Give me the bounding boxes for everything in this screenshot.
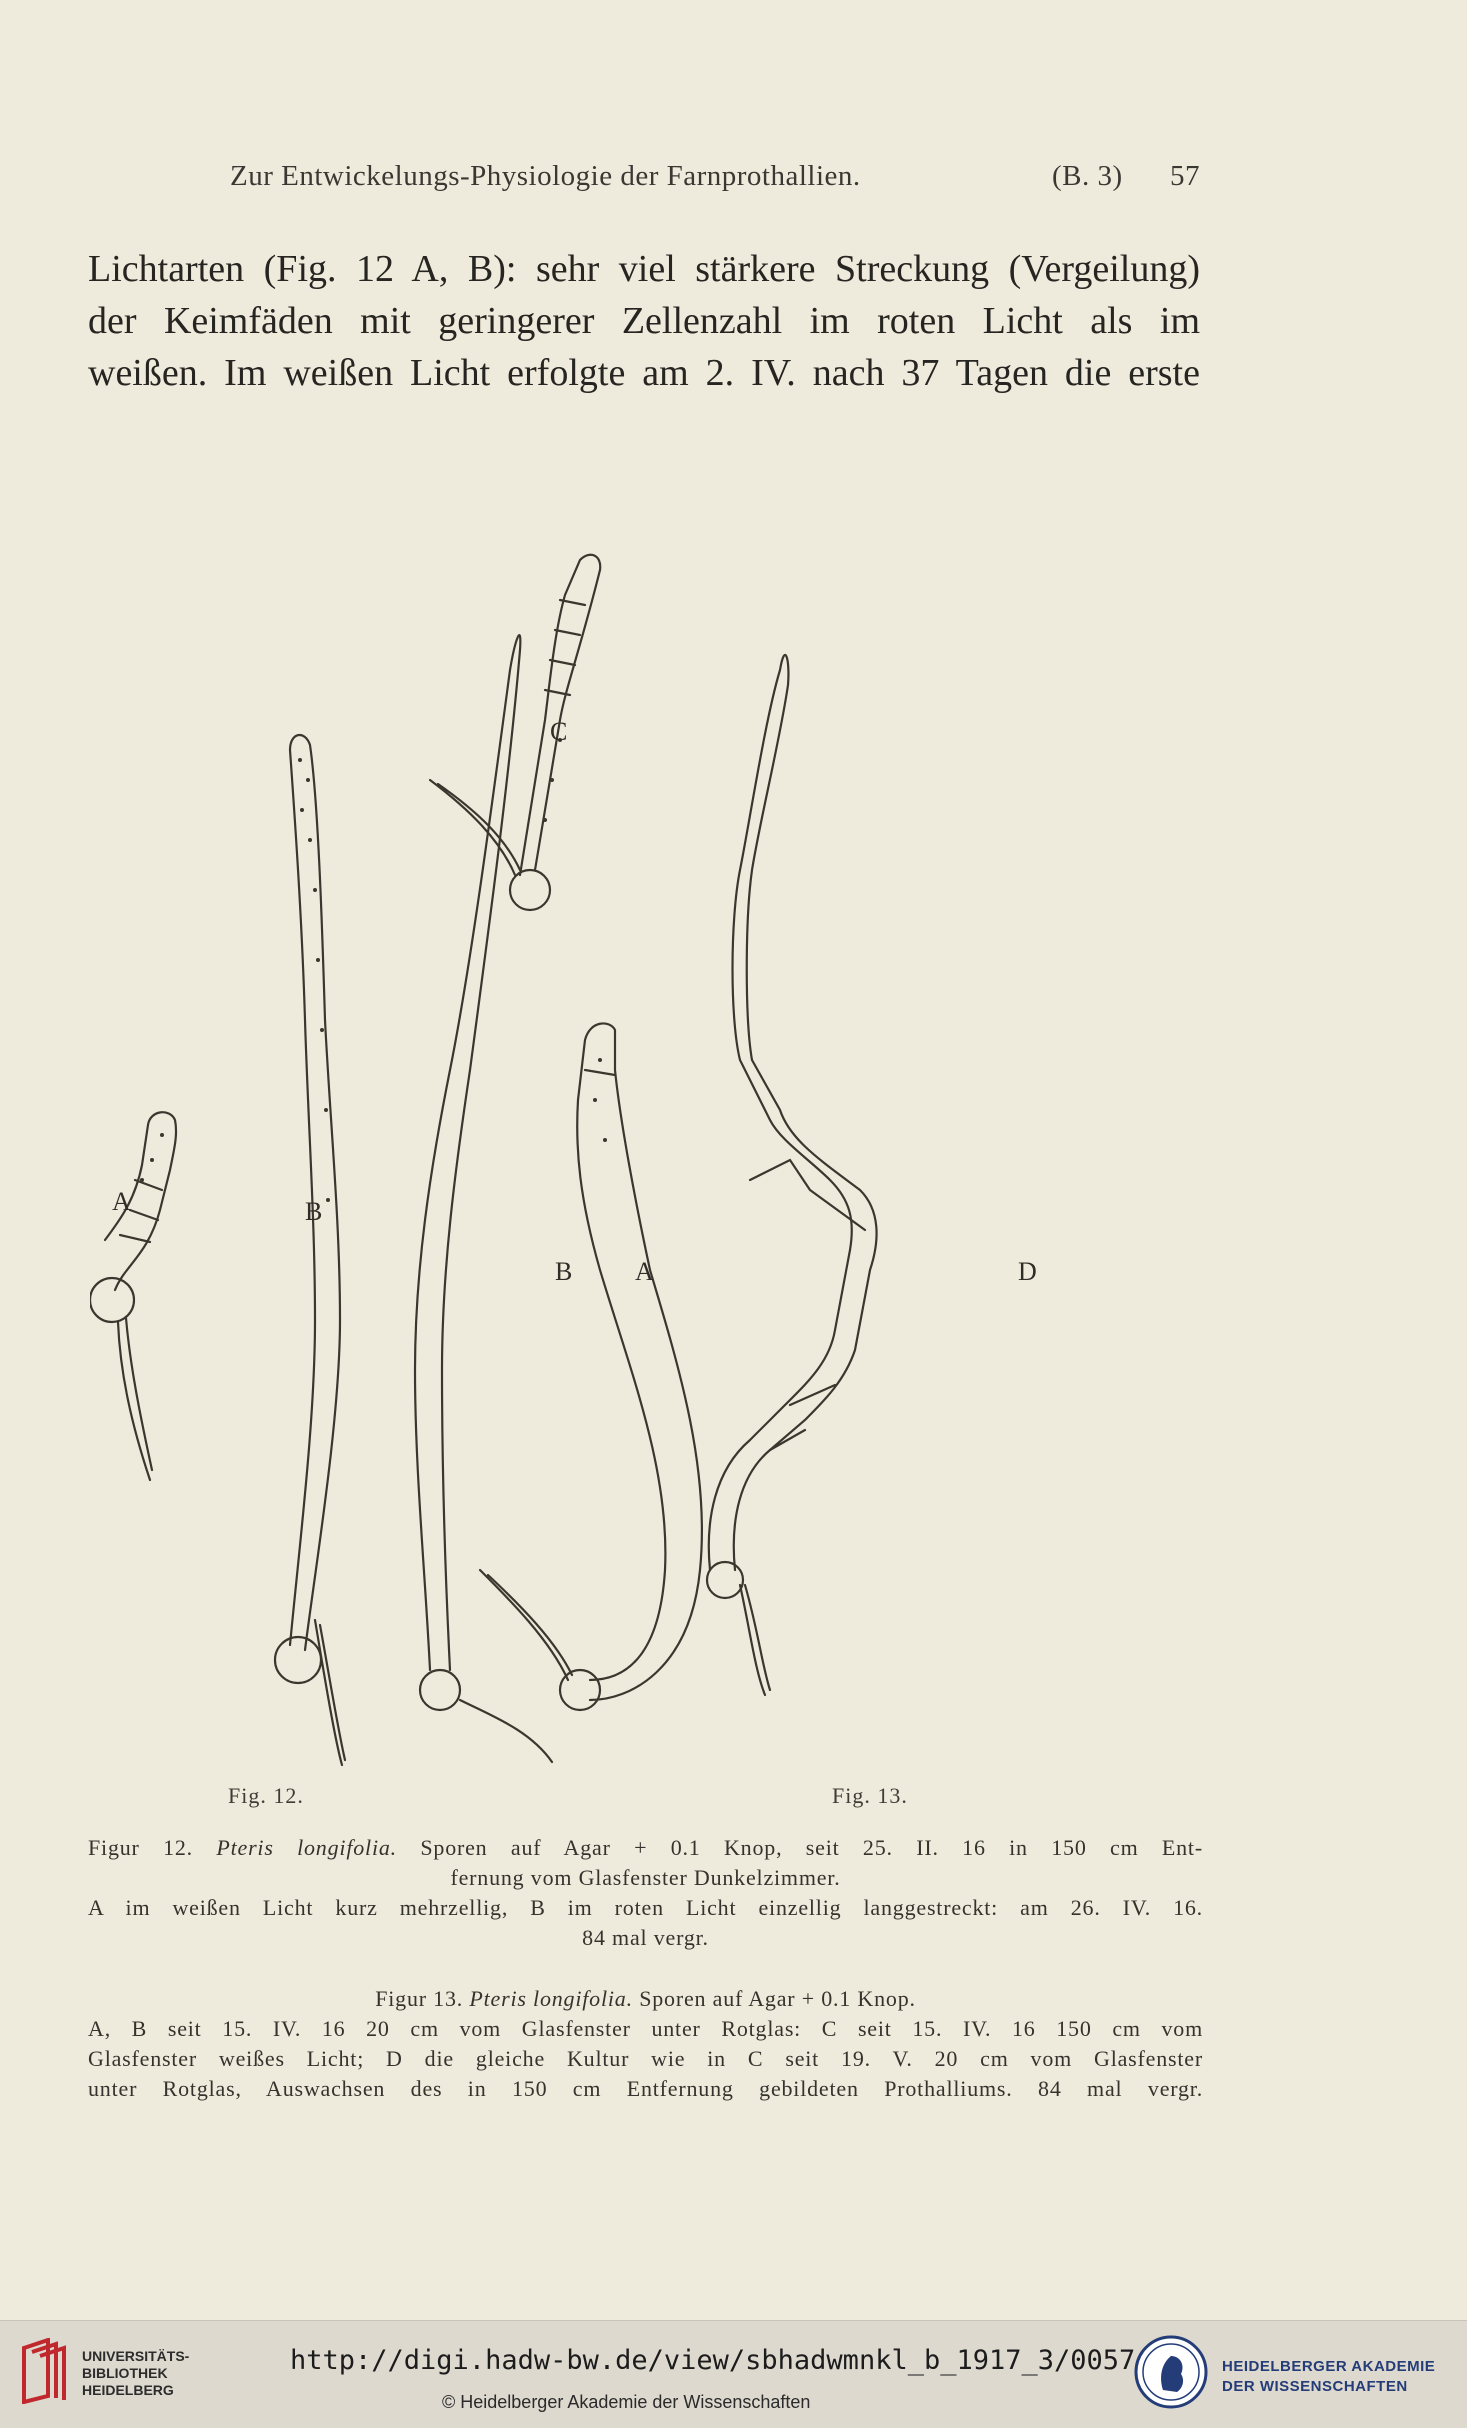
stipple-dots xyxy=(140,738,607,1202)
fig13-number: Fig. 13. xyxy=(832,1783,908,1808)
fig13-label-c: C xyxy=(550,717,568,746)
fig12-label-a: A xyxy=(112,1187,131,1216)
caption-line xyxy=(88,1833,1203,1863)
caption-line: Glasfenster weißes Licht; D die gleiche Kultur wie in C seit 19. V. 20 cm vom Glasfenster xyxy=(88,2046,1203,2071)
body-text xyxy=(88,243,1200,399)
fig13-label-b: B xyxy=(555,1257,573,1286)
figure-illustration xyxy=(90,420,1210,1780)
fig13-b-drawing xyxy=(480,1023,702,1710)
fig12-label-b: B xyxy=(305,1197,323,1226)
caption-line: unter Rotglas, Auswachsen des in 150 cm Entfernung gebildeten Prothalliums. 84 mal vergr. xyxy=(88,2076,1203,2101)
academy-seal-icon xyxy=(1133,2334,1209,2410)
caption-text: Sporen auf Agar + 0.1 Knop. xyxy=(639,1986,916,2011)
caption-fig13 xyxy=(88,1984,1203,2104)
caption-species: Pteris longifolia. xyxy=(469,1986,633,2011)
body-line: weißen. Im weißen Licht erfolgte am 2. IV. nach 37 Tagen die erste xyxy=(88,352,1200,394)
permalink-url[interactable]: http://digi.hadw-bw.de/view/sbhadwmnkl_b_1917_3/0057 xyxy=(290,2345,1136,2376)
body-line: der Keimfäden mit geringerer Zellenzahl im roten Licht als im xyxy=(88,300,1200,342)
caption-line: A, B seit 15. IV. 16 20 cm vom Glasfenster unter Rotglas: C seit 15. IV. 16 150 cm vom xyxy=(88,2016,1203,2041)
prothallia-drawing xyxy=(90,420,1210,1780)
caption-fig12 xyxy=(88,1833,1203,1953)
caption-line xyxy=(88,1984,1203,2014)
running-head-title: Zur Entwickelungs-Physiologie der Farnprothallien. xyxy=(230,160,861,192)
fig13-label-a: A xyxy=(635,1257,654,1286)
fig12-number: Fig. 12. xyxy=(228,1783,304,1808)
page-number: 57 xyxy=(1170,160,1200,192)
fig13-label-d: D xyxy=(1018,1257,1037,1286)
copyright-notice: © Heidelberger Akademie der Wissenschaften xyxy=(442,2392,811,2412)
university-library-logo-icon xyxy=(18,2338,70,2404)
academy-name: HEIDELBERGER AKADEMIE DER WISSENSCHAFTEN xyxy=(1222,2358,1436,2395)
library-name: UNIVERSITÄTS- BIBLIOTHEK HEIDELBERG xyxy=(82,2348,190,2398)
body-line: Lichtarten (Fig. 12 A, B): sehr viel stärkere Streckung (Vergeilung) xyxy=(88,248,1200,290)
fig12-a-drawing xyxy=(90,1112,176,1480)
caption-prefix: Figur 13. xyxy=(375,1986,464,2011)
caption-species: Pteris longifolia. xyxy=(216,1835,397,1860)
caption-line: A im weißen Licht kurz mehrzellig, B im roten Licht einzellig langgestreckt: am 26. IV. 16. xyxy=(88,1895,1203,1920)
caption-line: 84 mal vergr. xyxy=(582,1925,709,1950)
fig12-b-drawing xyxy=(275,735,345,1765)
caption-prefix: Figur 12. xyxy=(88,1835,193,1860)
running-head-ref: (B. 3) xyxy=(1052,160,1123,192)
fig13-d-drawing xyxy=(707,655,877,1695)
fig13-c-drawing xyxy=(430,555,600,910)
caption-text: Sporen auf Agar + 0.1 Knop, seit 25. II. 16 in 150 cm Ent- xyxy=(420,1835,1203,1860)
caption-line: fernung vom Glasfenster Dunkelzimmer. xyxy=(450,1865,841,1890)
